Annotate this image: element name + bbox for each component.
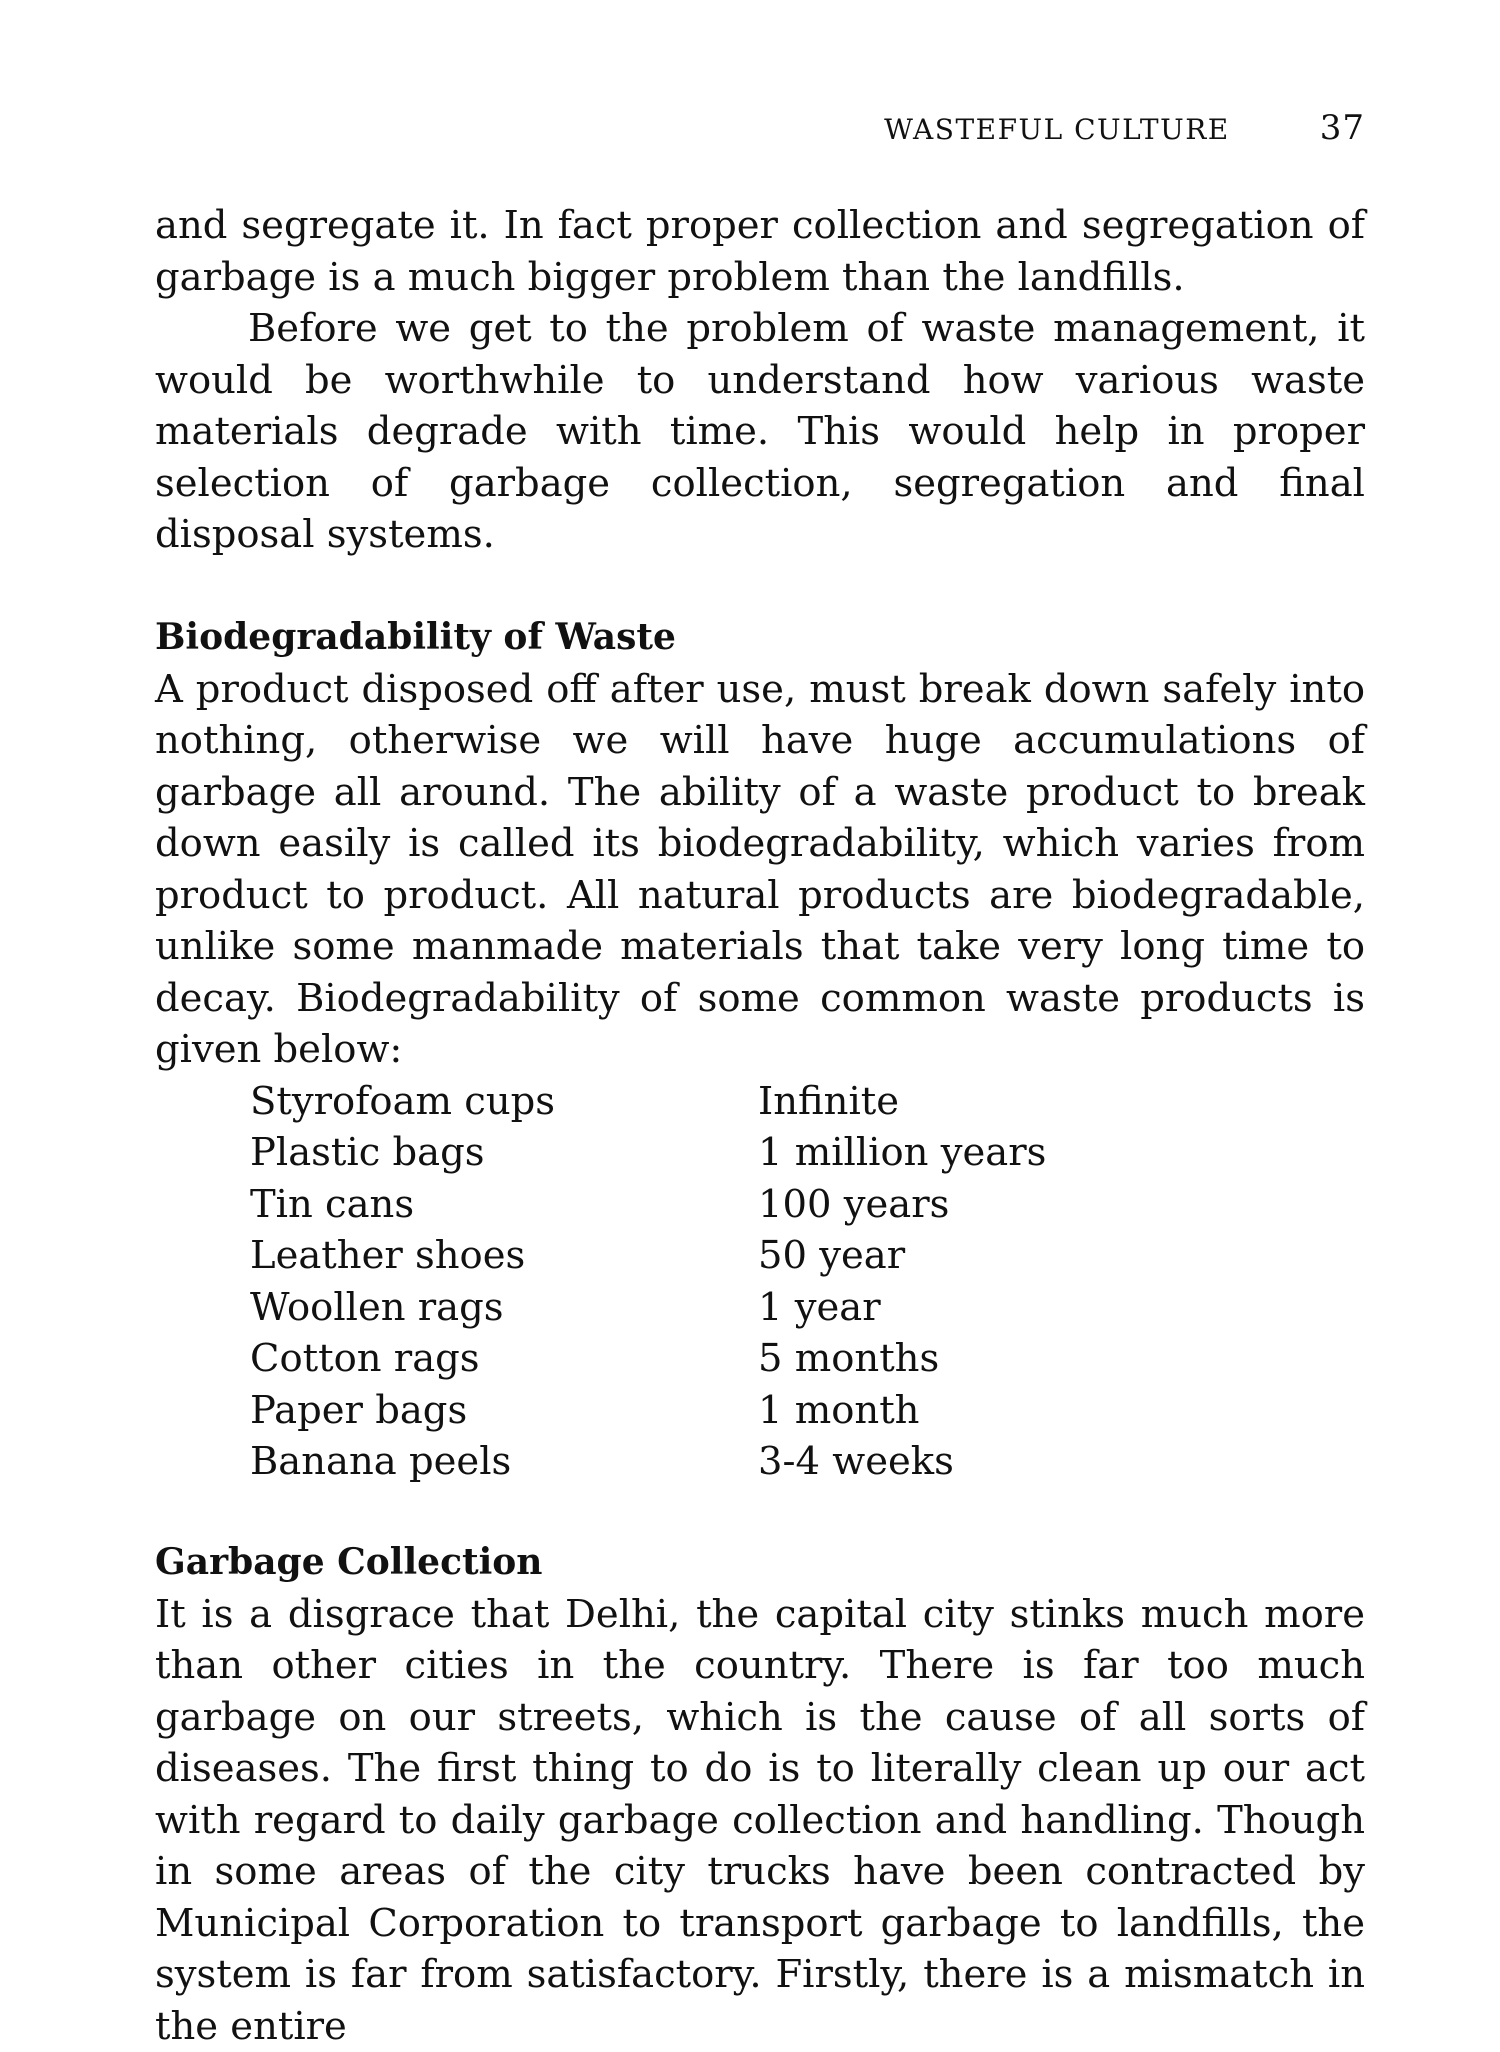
table-row: [250, 1076, 1046, 1128]
biodegradability-table: [250, 1076, 1046, 1488]
table-cell-item: Leather shoes: [250, 1230, 758, 1282]
table-row: [250, 1333, 1046, 1385]
running-head: [155, 108, 1365, 148]
section-garbage-collection: [155, 1537, 1365, 2052]
table-cell-item: Woollen rags: [250, 1282, 758, 1334]
table-cell-time: 5 months: [758, 1333, 1046, 1385]
table-cell-time: 3-4 weeks: [758, 1436, 1046, 1488]
paragraph-continued: and segregate it. In fact proper collection and segregation of garbage is a much bigger problem than the landfills.: [155, 200, 1365, 303]
paragraph-garbage-collection: It is a disgrace that Delhi, the capital city stinks much more than other cities in the country. There is far too much garbage on our streets, which is the cause of all sorts of diseases. The first thing to do is to literally clean up our act with regard to daily garbage collection and handling. Though in some areas of the city trucks have been contracted by Municipal Corporation to transport garbage to landfills, the system is far from satisfactory. Firstly, there is a mismatch in the entire: [155, 1589, 1365, 2052]
table-row: [250, 1179, 1046, 1231]
heading-biodegradability: Biodegradability of Waste: [155, 612, 1365, 664]
table-cell-item: Cotton rags: [250, 1333, 758, 1385]
table-row: [250, 1385, 1046, 1437]
table-cell-time: 1 million years: [758, 1127, 1046, 1179]
table-row: [250, 1282, 1046, 1334]
heading-garbage-collection: Garbage Collection: [155, 1537, 1365, 1589]
table-row: [250, 1230, 1046, 1282]
table-cell-item: Banana peels: [250, 1436, 758, 1488]
page-number: 37: [1320, 108, 1365, 148]
paragraph-waste-management: Before we get to the problem of waste management, it would be worthwhile to understand how various waste materials degrade with time. This would help in proper selection of garbage collection, segregation and final disposal systems.: [155, 303, 1365, 561]
body-text: [155, 200, 1365, 561]
table-cell-time: Infinite: [758, 1076, 1046, 1128]
running-title: WASTEFUL CULTURE: [884, 113, 1230, 146]
table-cell-item: Tin cans: [250, 1179, 758, 1231]
table-cell-time: 1 year: [758, 1282, 1046, 1334]
table-cell-item: Paper bags: [250, 1385, 758, 1437]
table-row: [250, 1127, 1046, 1179]
table-cell-time: 1 month: [758, 1385, 1046, 1437]
table-row: [250, 1436, 1046, 1488]
paragraph-biodegradability: A product disposed off after use, must break down safely into nothing, otherwise we will have huge accumulations of garbage all around. The ability of a waste product to break down easily is called its biodegradability, which varies from product to product. All natural products are biodegradable, unlike some manmade materials that take very long time to decay. Biodegradability of some common waste products is given below:: [155, 664, 1365, 1076]
section-biodegradability: [155, 612, 1365, 1488]
table-cell-item: Plastic bags: [250, 1127, 758, 1179]
table-cell-time: 100 years: [758, 1179, 1046, 1231]
table-cell-item: Styrofoam cups: [250, 1076, 758, 1128]
table-cell-time: 50 year: [758, 1230, 1046, 1282]
